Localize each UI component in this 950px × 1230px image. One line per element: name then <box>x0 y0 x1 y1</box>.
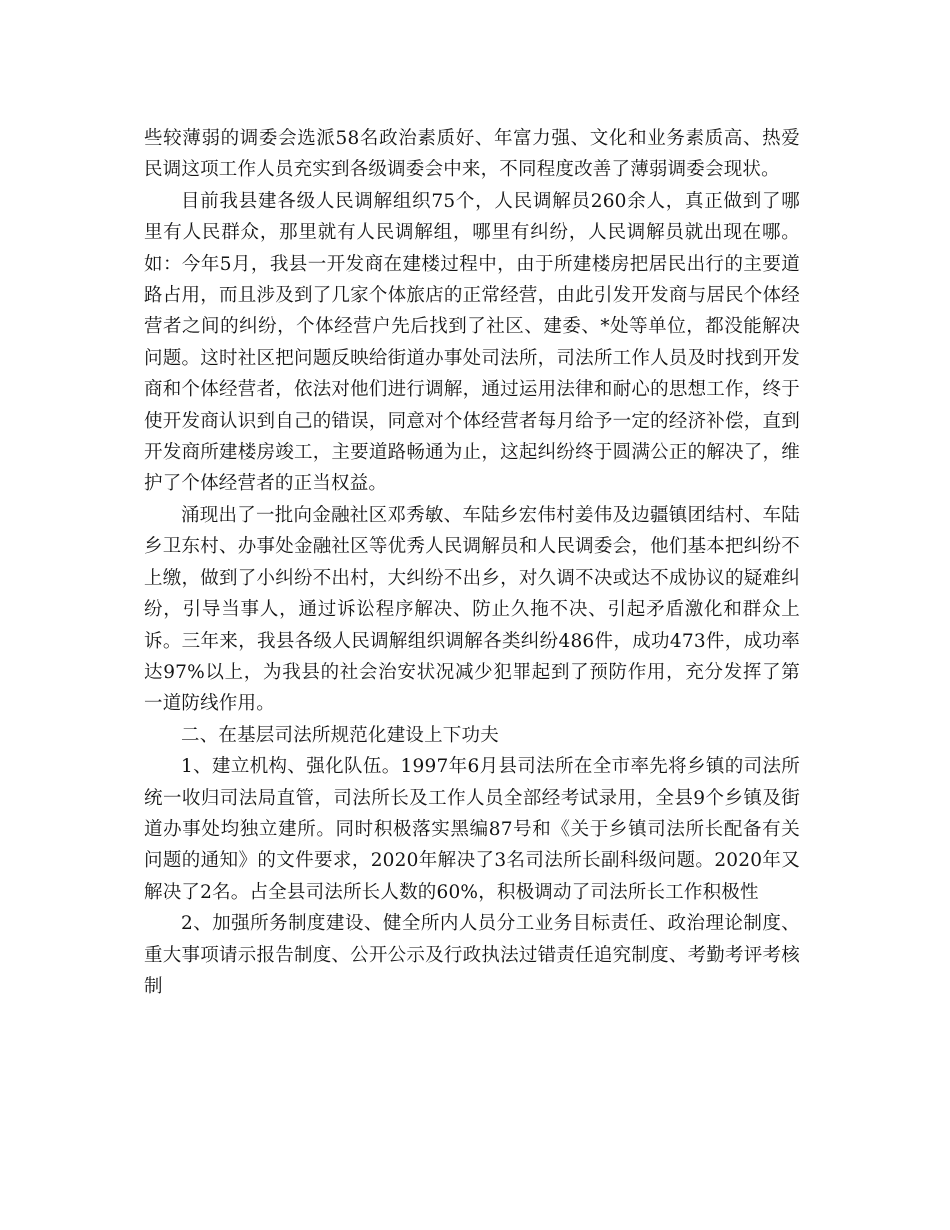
document-body <box>144 123 800 1002</box>
paragraph-mediation-organizations: 目前我县建各级人民调解组织75个，人民调解员260余人，真正做到了哪里有人民群众，那里就有人民调解组，哪里有纠纷，人民调解员就出现在哪。如：今年5月，我县一开发商在建楼过程中，由于所建楼房把居民出行的主要道路占用，而且涉及到了几家个体旅店的正常经营，由此引发开发商与居民个体经营者之间的纠纷，个体经营户先后找到了社区、建委、*处等单位，都没能解决问题。这时社区把问题反映给街道办事处司法所，司法所工作人员及时找到开发商和个体经营者，依法对他们进行调解，通过运用法律和耐心的思想工作，终于使开发商认识到自己的错误，同意对个体经营者每月给予一定的经济补偿，直到开发商所建楼房竣工，主要道路畅通为止，这起纠纷终于圆满公正的解决了，维护了个体经营者的正当权益。 <box>144 190 800 495</box>
section-heading-judicial-office: 二、在基层司法所规范化建设上下功夫 <box>181 724 499 746</box>
paragraph-continuation: 些较薄弱的调委会选派58名政治素质好、年富力强、文化和业务素质高、热爱民调这项工作人员充实到各级调委会中来，不同程度改善了薄弱调委会现状。 <box>144 128 800 181</box>
paragraph-establish-institutions: 1、建立机构、强化队伍。1997年6月县司法所在全市率先将乡镇的司法所统一收归司法局直管，司法所长及工作人员全部经考试录用，全县9个乡镇及街道办事处均独立建所。同时积极落实黑编87号和《关于乡镇司法所长配备有关问题的通知》的文件要求，2020年解决了3名司法所长副科级问题。2020年又解决了2名。占全县司法所长人数的60%，积极调动了司法所长工作积极性 <box>144 756 800 903</box>
paragraph-outstanding-mediators: 涌现出了一批向金融社区邓秀敏、车陆乡宏伟村姜伟及边疆镇团结村、车陆乡卫东村、办事处金融社区等优秀人民调解员和人民调委会，他们基本把纠纷不上缴，做到了小纠纷不出村，大纠纷不出乡，对久调不决或达不成协议的疑难纠纷，引导当事人，通过诉讼程序解决、防止久拖不决、引起矛盾激化和群众上诉。三年来，我县各级人民调解组织调解各类纠纷486件，成功473件，成功率达97%以上，为我县的社会治安状况减少犯罪起到了预防作用，充分发挥了第一道防线作用。 <box>144 504 800 715</box>
paragraph-system-building: 2、加强所务制度建设、健全所内人员分工业务目标责任、政治理论制度、重大事项请示报告制度、公开公示及行政执法过错责任追究制度、考勤考评考核制 <box>144 913 800 997</box>
